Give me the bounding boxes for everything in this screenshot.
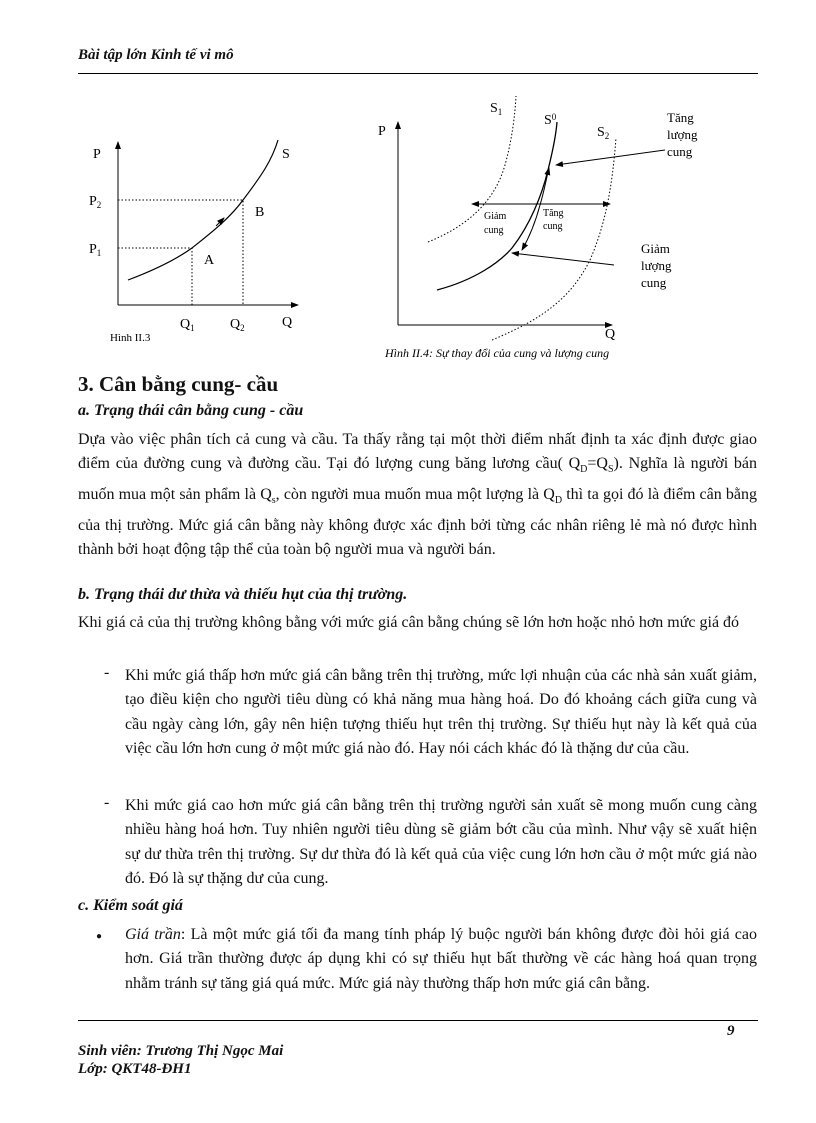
subheading-a: a. Trạng thái cân bằng cung - cầu xyxy=(78,402,304,419)
paragraph-a: Dựa vào việc phân tích cả cung và cầu. Ta thấy rằng tại một thời điểm nhất định ta xác định được giao điểm của đường cung và đường cầu. Tại đó lượng cung băng lương cầu( $Q_D=Q_S$). Nghĩa là người bán muốn mua một sản phẩm là $Q_s$, còn người mua muốn mua một lượng là $Q_D$ thì ta gọi đó là điểm cân bằng của thị trường. Mức giá cân bằng này không được xác định bởi từng các nhân riêng lẻ mà nó được hình thành bởi hoạt động tập thể của toàn bộ người mua và người bán. xyxy=(78,431,758,558)
figure-ii3 xyxy=(89,140,298,344)
figure-caption: Hình II.4: Sự thay đổi của cung và lượng cung xyxy=(385,346,610,360)
q2-label: $Q_2$ xyxy=(230,317,245,333)
s1-label: $S_1$ xyxy=(490,101,503,117)
p-label: P xyxy=(378,124,386,139)
s0-label: $S^0$ xyxy=(544,112,557,128)
s-label: S xyxy=(282,147,290,162)
dash-marker: - xyxy=(104,794,110,811)
tang-luong-cung-label: Tăng lượng cung xyxy=(667,110,698,159)
supply-figures xyxy=(0,0,816,370)
p-label: P xyxy=(93,147,101,162)
footer-student: Sinh viên: Trương Thị Ngọc Mai xyxy=(78,1043,284,1059)
up-along-arrow xyxy=(540,168,549,205)
figure-caption: Hình II.3 xyxy=(110,332,151,344)
page-number: 9 xyxy=(727,1023,735,1039)
q-label: Q xyxy=(282,315,293,330)
q-label: Q xyxy=(605,327,616,342)
pointer-arrow-bottom xyxy=(512,253,614,265)
section-title: 3. Cân bằng cung- cầu xyxy=(78,372,279,396)
giam-luong-cung-label: Giảm lượng cung xyxy=(641,241,672,290)
s0-curve xyxy=(437,122,557,290)
s2-label: $S_2$ xyxy=(597,125,610,141)
bullet-item: Khi mức giá thấp hơn mức giá cân bằng trên thị trường, mức lợi nhuận của các nhà sản xuất giảm, tạo điều kiện cho người tiêu dùng có khả năng mua hàng hoá. Do đó khoảng cách giữa cung và cầu ngày càng lớn, gây nên hiện tượng thiếu hụt trên thị trường. Sự thiếu hụt này là kết quả của việc cầu lớn hơn cung ở một mức giá nào đó. Hay nói cách khác đó là thặng dư của cầu. xyxy=(125,667,757,758)
footer-rule xyxy=(78,1020,758,1021)
point-a: A xyxy=(204,253,215,268)
running-header: Bài tập lớn Kinh tế vi mô xyxy=(78,47,234,63)
q1-label: $Q_1$ xyxy=(180,317,195,333)
down-along-arrow xyxy=(522,205,540,250)
s2-curve xyxy=(492,138,616,340)
subheading-c: c. Kiểm soát giá xyxy=(78,897,183,914)
p1-label: $P_1$ xyxy=(89,242,102,258)
dash-marker: - xyxy=(104,664,110,681)
pointer-arrow-top xyxy=(556,150,665,165)
point-b: B xyxy=(255,205,265,220)
footer-class: Lớp: QKT48-ĐH1 xyxy=(78,1061,192,1077)
giam-cung-label: Giảm cung xyxy=(484,211,507,236)
subheading-b: b. Trạng thái dư thừa và thiếu hụt của thị trường. xyxy=(78,586,408,603)
bullet-icon: ● xyxy=(96,931,103,942)
bullet-item: Khi mức giá cao hơn mức giá cân bằng trên thị trường người sản xuất sẽ mong muốn cung càng nhiều hàng hoá hơn. Tuy nhiên người tiêu dùng sẽ giảm bớt cầu của mình. Như vậy sẽ xuất hiện sự dư thừa trên thị trường. Sự dư thừa đó là kết quả của việc cung lớn hơn cầu ở một mức giá nào đó. Đó là sự thặng dư của cung. xyxy=(125,797,757,888)
figure-ii4 xyxy=(378,96,698,360)
p2-label: $P_2$ xyxy=(89,194,102,210)
paragraph-b: Khi giá cả của thị trường không bằng với mức giá cân bằng chúng sẽ lớn hơn hoặc nhỏ hơn mức giá đó xyxy=(78,614,740,631)
guide-lines xyxy=(118,200,243,305)
gia-tran-paragraph: Giá trần: Là một mức giá tối đa mang tính pháp lý buộc người bán không được đòi hỏi giá cao hơn. Giá trần thường được áp dụng khi có sự thiếu hụt bất thường về các hàng hoá quan trọng nhằm tránh sự tăng giá quá mức. Mức giá này thường thấp hơn mức giá cân bằng. xyxy=(125,926,758,992)
tang-cung-label: Tăng cung xyxy=(543,208,564,232)
